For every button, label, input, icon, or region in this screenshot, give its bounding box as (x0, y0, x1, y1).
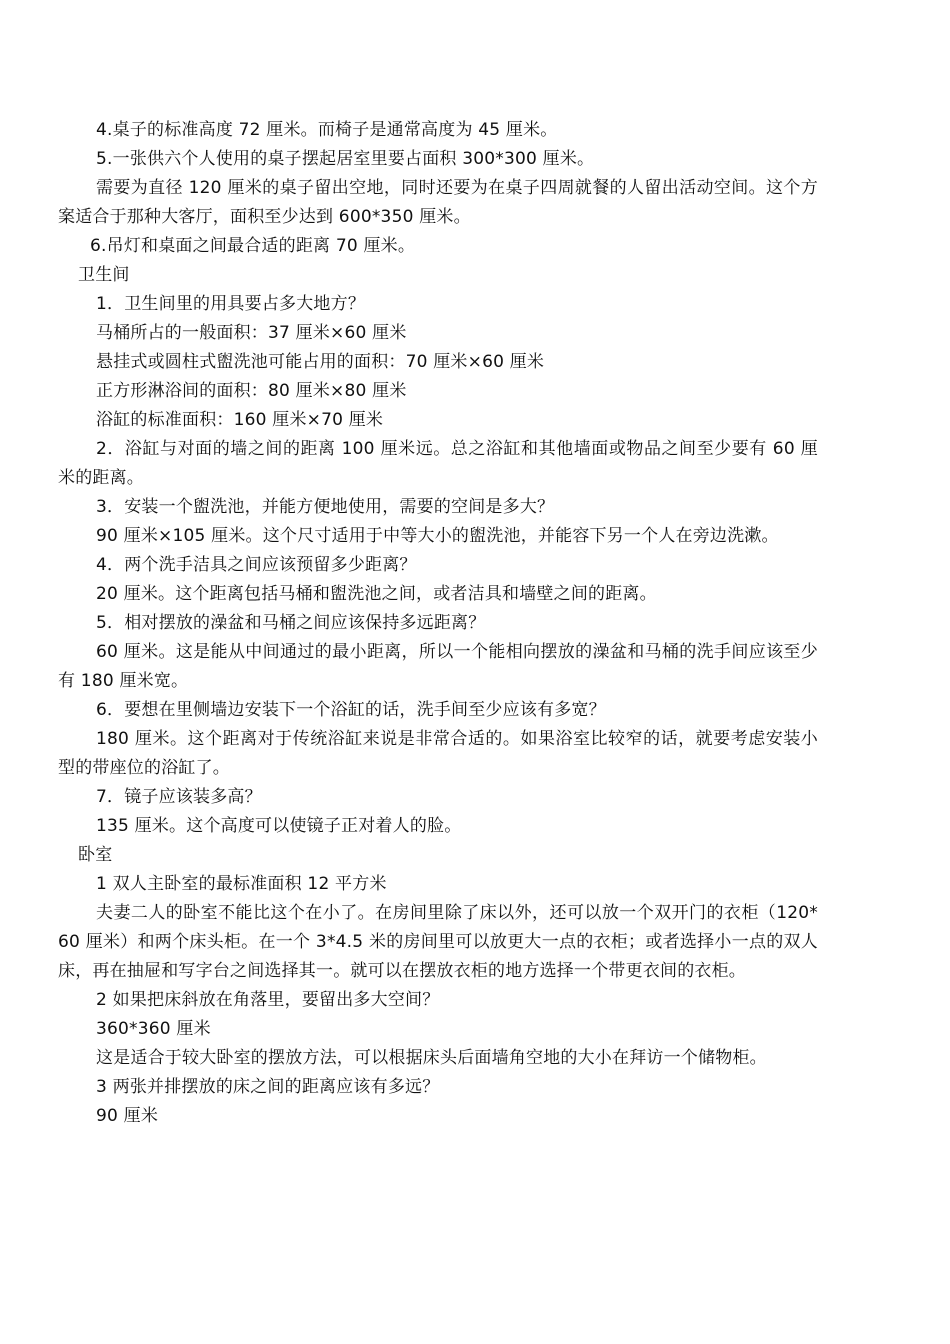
paragraph-table-clearance: 需要为直径 120 厘米的桌子留出空地，同时还要为在桌子四周就餐的人留出活动空间。这个方案适合于那种大客厅，面积至少达到 600*350 厘米。 (58, 178, 818, 227)
paragraph-basin-area: 悬挂式或圆柱式盥洗池可能占用的面积：70 厘米×60 厘米 (96, 352, 545, 372)
paragraph-bathroom-q7: 7．镜子应该装多高？ (96, 787, 262, 807)
paragraph-twin-bed-distance: 90 厘米 (96, 1106, 159, 1126)
section-heading-bathroom: 卫生间 (78, 265, 130, 285)
paragraph-bedroom-q1: 1 双人主卧室的最标准面积 12 平方米 (96, 874, 387, 894)
paragraph-bathroom-q4: 4．两个洗手洁具之间应该预留多少距离？ (96, 555, 417, 575)
paragraph-corner-bed-note: 这是适合于较大卧室的摆放方法，可以根据床头后面墙角空地的大小在拜访一个储物柜。 (96, 1048, 767, 1068)
paragraph-bathtub-wall-distance: 2．浴缸与对面的墙之间的距离 100 厘米远。总之浴缸和其他墙面或物品之间至少要有 60 厘米的距离。 (58, 439, 818, 488)
paragraph-pendant-lamp: 6.吊灯和桌面之间最合适的距离 70 厘米。 (90, 236, 416, 256)
paragraph-bathroom-q3: 3．安装一个盥洗池，并能方便地使用，需要的空间是多大？ (96, 497, 555, 517)
paragraph-bedroom-q3: 3 两张并排摆放的床之间的距离应该有多远？ (96, 1077, 440, 1097)
paragraph-mirror-height: 135 厘米。这个高度可以使镜子正对着人的脸。 (96, 816, 462, 836)
paragraph-toilet-area: 马桶所占的一般面积：37 厘米×60 厘米 (96, 323, 407, 343)
paragraph-corner-bed-size: 360*360 厘米 (96, 1019, 211, 1039)
paragraph-fixture-distance: 20 厘米。这个距离包括马桶和盥洗池之间，或者洁具和墙壁之间的距离。 (96, 584, 657, 604)
paragraph-master-bedroom: 夫妻二人的卧室不能比这个在小了。在房间里除了床以外，还可以放一个双开门的衣柜（120*60 厘米）和两个床头柜。在一个 3*4.5 米的房间里可以放更大一点的衣柜；或者选择小一点的双人床，再在抽屉和写字台之间选择其一。就可以在摆放衣柜的地方选择一个带更衣间的衣柜。 (58, 903, 818, 981)
document-body (58, 116, 818, 1131)
paragraph-bathroom-q5: 5．相对摆放的澡盆和马桶之间应该保持多远距离？ (96, 613, 486, 633)
paragraph-bathroom-q1: 1．卫生间里的用具要占多大地方？ (96, 294, 366, 314)
paragraph-tub-toilet-distance: 60 厘米。这是能从中间通过的最小距离，所以一个能相向摆放的澡盆和马桶的洗手间应该至少有 180 厘米宽。 (58, 642, 818, 691)
paragraph-shower-area: 正方形淋浴间的面积：80 厘米×80 厘米 (96, 381, 407, 401)
paragraph-bathroom-q6: 6．要想在里侧墙边安装下一个浴缸的话，洗手间至少应该有多宽？ (96, 700, 606, 720)
paragraph-basin-space: 90 厘米×105 厘米。这个尺寸适用于中等大小的盥洗池，并能容下另一个人在旁边洗漱。 (96, 526, 779, 546)
paragraph-six-person-table: 5.一张供六个人使用的桌子摆起居室里要占面积 300*300 厘米。 (96, 149, 595, 169)
paragraph-bedroom-q2: 2 如果把床斜放在角落里，要留出多大空间？ (96, 990, 440, 1010)
paragraph-table-height: 4.桌子的标准高度 72 厘米。而椅子是通常高度为 45 厘米。 (96, 120, 558, 140)
paragraph-bathroom-width: 180 厘米。这个距离对于传统浴缸来说是非常合适的。如果浴室比较窄的话，就要考虑安装小型的带座位的浴缸了。 (58, 729, 818, 778)
section-heading-bedroom: 卧室 (78, 845, 113, 865)
paragraph-bathtub-area: 浴缸的标准面积：160 厘米×70 厘米 (96, 410, 384, 430)
